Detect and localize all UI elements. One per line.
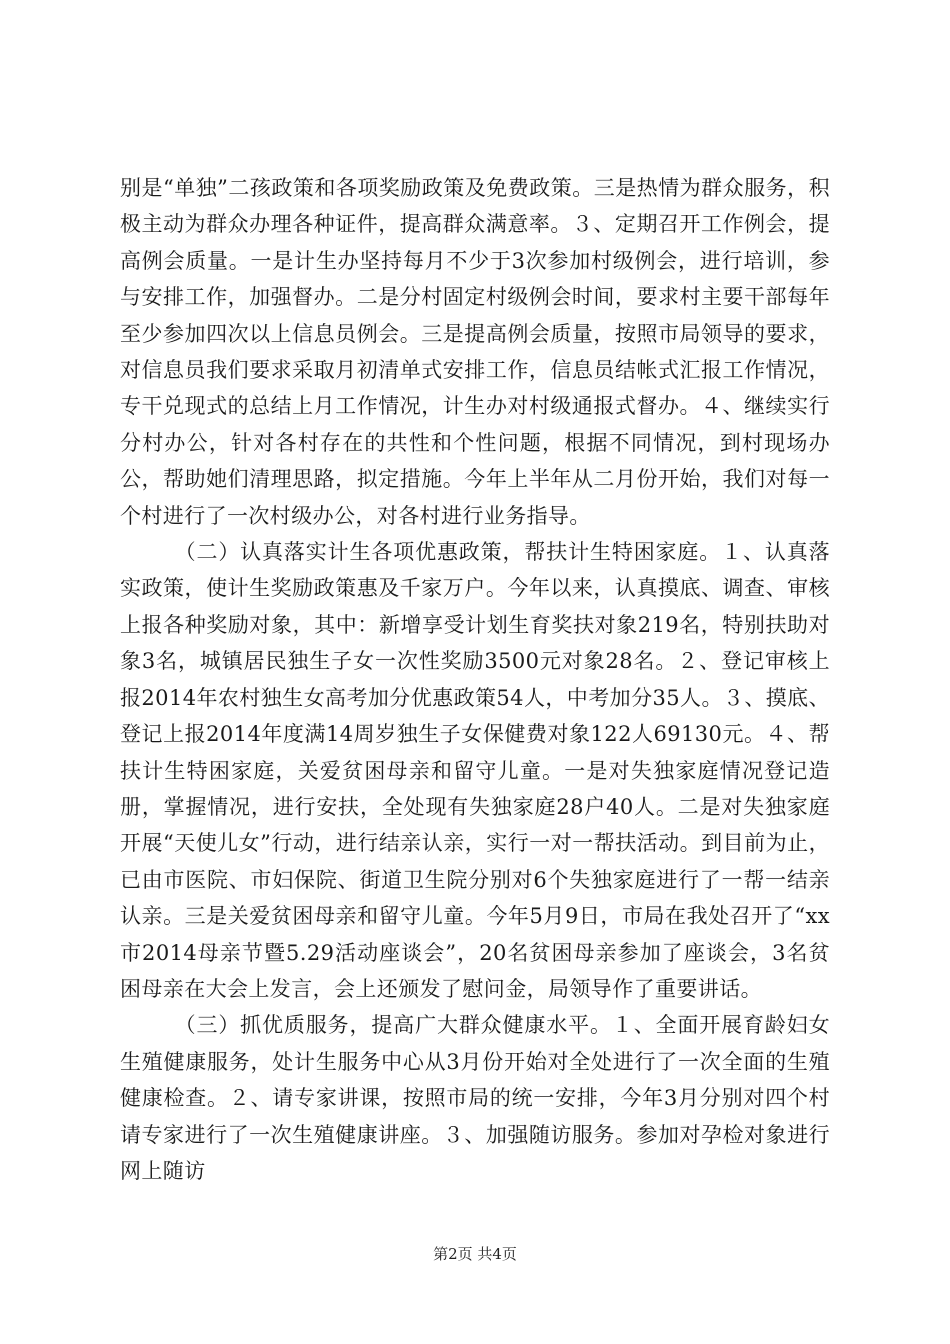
- document-body: [120, 170, 830, 1189]
- page-number-label: 第2页 共4页: [433, 1245, 517, 1263]
- paragraph-continuation: 别是“单独”二孩政策和各项奖励政策及免费政策。三是热情为群众服务，积极主动为群众办理各种证件，提高群众满意率。３、定期召开工作例会，提高例会质量。一是计生办坚持每月不少于3次参加村级例会，进行培训，参与安排工作，加强督办。二是分村固定村级例会时间，要求村主要干部每年至少参加四次以上信息员例会。三是提高例会质量，按照市局领导的要求，对信息员我们要求采取月初清单式安排工作，信息员结帐式汇报工作情况，专干兑现式的总结上月工作情况，计生办对村级通报式督办。４、继续实行分村办公，针对各村存在的共性和个性问题，根据不同情况，到村现场办公，帮助她们清理思路，拟定措施。今年上半年从二月份开始，我们对每一个村进行了一次村级办公，对各村进行业务指导。: [120, 176, 830, 528]
- page-footer: [0, 1244, 950, 1264]
- paragraph-section-two: （二）认真落实计生各项优惠政策，帮扶计生特困家庭。１、认真落实政策，使计生奖励政策惠及千家万户。今年以来，认真摸底、调查、审核上报各种奖励对象，其中：新增享受计划生育奖扶对象219名，特别扶助对象3名，城镇居民独生子女一次性奖励3500元对象28名。２、登记审核上报2014年农村独生女高考加分优惠政策54人，中考加分35人。３、摸底、登记上报2014年度满14周岁独生子女保健费对象122人69130元。４、帮扶计生特困家庭，关爱贫困母亲和留守儿童。一是对失独家庭情况登记造册，掌握情况，进行安扶，全处现有失独家庭28户40人。二是对失独家庭开展“天使儿女”行动，进行结亲认亲，实行一对一帮扶活动。到目前为止，已由市医院、市妇保院、街道卫生院分别对6个失独家庭进行了一帮一结亲认亲。三是关爱贫困母亲和留守儿童。今年5月9日，市局在我处召开了“xx市2014母亲节暨5.29活动座谈会”，20名贫困母亲参加了座谈会，3名贫困母亲在大会上发言，会上还颁发了慰问金，局领导作了重要讲话。: [120, 540, 830, 1001]
- paragraph-section-three: （三）抓优质服务，提高广大群众健康水平。１、全面开展育龄妇女生殖健康服务，处计生服务中心从3月份开始对全处进行了一次全面的生殖健康检查。２、请专家讲课，按照市局的统一安排，今年3月分别对四个村请专家进行了一次生殖健康讲座。３、加强随访服务。参加对孕检对象进行网上随访: [120, 1013, 830, 1183]
